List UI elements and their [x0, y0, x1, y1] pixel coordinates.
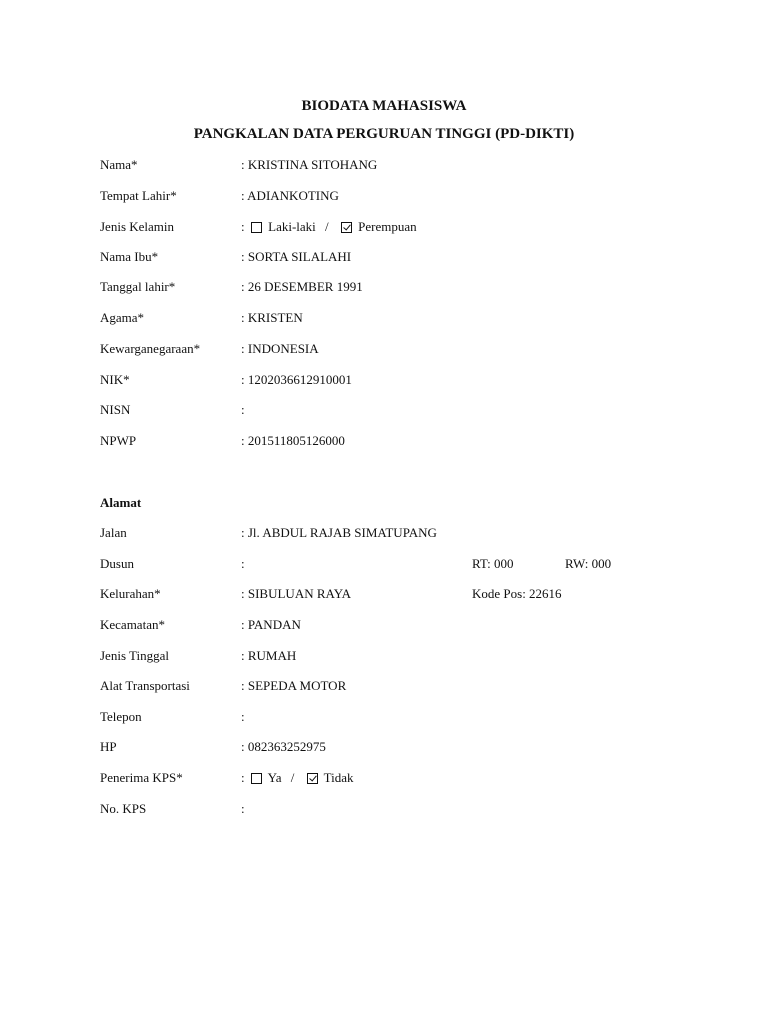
option-label-ya: Ya — [267, 770, 282, 785]
field-row-telepon — [0, 707, 768, 727]
field-row-no-kps — [0, 799, 768, 819]
option-label-perempuan: Perempuan — [358, 219, 417, 234]
option-label-tidak: Tidak — [323, 770, 354, 785]
document-subtitle: PANGKALAN DATA PERGURUAN TINGGI (PD-DIKTI) — [193, 126, 575, 142]
field-row-nik — [0, 370, 768, 390]
field-label: NPWP — [100, 433, 137, 448]
field-label: Jalan — [100, 525, 127, 540]
field-label: Kelurahan* — [100, 586, 161, 601]
field-row-dusun — [0, 554, 768, 574]
field-label: Tempat Lahir* — [100, 188, 177, 203]
checkbox-ya — [251, 773, 262, 784]
field-row-hp — [0, 737, 768, 757]
field-row-npwp — [0, 431, 768, 451]
document-title: BIODATA MAHASISWA — [301, 98, 467, 114]
field-value: : — [241, 709, 245, 724]
field-label: Nama* — [100, 157, 138, 172]
field-label: NISN — [100, 402, 131, 417]
field-row-jenis-kelamin — [0, 217, 768, 237]
option-separator: / — [325, 219, 329, 234]
checkbox-tidak — [307, 773, 318, 784]
field-value: : KRISTEN — [241, 310, 303, 325]
field-label: Penerima KPS* — [100, 770, 183, 785]
kode-pos-value: Kode Pos: 22616 — [472, 586, 562, 601]
field-label: Dusun — [100, 556, 134, 571]
field-value: : Jl. ABDUL RAJAB SIMATUPANG — [241, 525, 437, 540]
field-label: NIK* — [100, 372, 130, 387]
field-row-tempat-lahir — [0, 186, 768, 206]
field-row-alat-transportasi — [0, 676, 768, 696]
rt-value: RT: 000 — [472, 556, 514, 571]
field-value: : 082363252975 — [241, 739, 326, 754]
field-value: : Ya / Tidak — [241, 770, 354, 785]
field-label: Kecamatan* — [100, 617, 165, 632]
field-row-agama — [0, 308, 768, 328]
section-alamat — [0, 493, 768, 513]
field-value: : ADIANKOTING — [241, 188, 339, 203]
field-value: : 201511805126000 — [241, 433, 345, 448]
field-row-kelurahan — [0, 584, 768, 604]
field-label: Jenis Kelamin — [100, 219, 175, 234]
field-row-jalan — [0, 523, 768, 543]
field-row-nisn — [0, 400, 768, 420]
field-label: Kewarganegaraan* — [100, 341, 201, 356]
field-value: : — [241, 801, 245, 816]
checkbox-laki-laki — [251, 222, 262, 233]
field-value: : — [241, 402, 245, 417]
field-row-nama — [0, 155, 768, 175]
field-row-jenis-tinggal — [0, 646, 768, 666]
field-value: : SIBULUAN RAYA — [241, 586, 352, 601]
field-label: Agama* — [100, 310, 145, 325]
field-row-tanggal-lahir — [0, 277, 768, 297]
field-value: : — [241, 556, 245, 571]
checkbox-perempuan — [341, 222, 352, 233]
field-label: Telepon — [100, 709, 142, 724]
field-label: Alat Transportasi — [100, 678, 190, 693]
field-label: HP — [100, 739, 117, 754]
option-separator: / — [290, 770, 295, 785]
field-value: : INDONESIA — [241, 341, 319, 356]
field-value: : RUMAH — [241, 648, 297, 663]
field-value: : 26 DESEMBER 1991 — [241, 279, 363, 294]
field-label: No. KPS — [100, 801, 147, 816]
field-label: Nama Ibu* — [100, 249, 159, 264]
field-label: Jenis Tinggal — [100, 648, 169, 663]
field-value: : 1202036612910001 — [241, 372, 352, 387]
field-label: Tanggal lahir* — [100, 279, 176, 294]
field-value: : SEPEDA MOTOR — [241, 678, 347, 693]
option-label-laki-laki: Laki-laki — [268, 219, 316, 234]
field-value: : SORTA SILALAHI — [241, 249, 352, 264]
field-row-nama-ibu — [0, 247, 768, 267]
rw-value: RW: 000 — [565, 556, 612, 571]
field-value: : Laki-laki / Perempuan — [241, 219, 417, 234]
field-value: : PANDAN — [241, 617, 301, 632]
field-row-kecamatan — [0, 615, 768, 635]
field-row-penerima-kps — [0, 768, 768, 788]
field-row-kewarganegaraan — [0, 339, 768, 359]
field-value: : KRISTINA SITOHANG — [241, 157, 378, 172]
section-heading: Alamat — [100, 495, 142, 510]
